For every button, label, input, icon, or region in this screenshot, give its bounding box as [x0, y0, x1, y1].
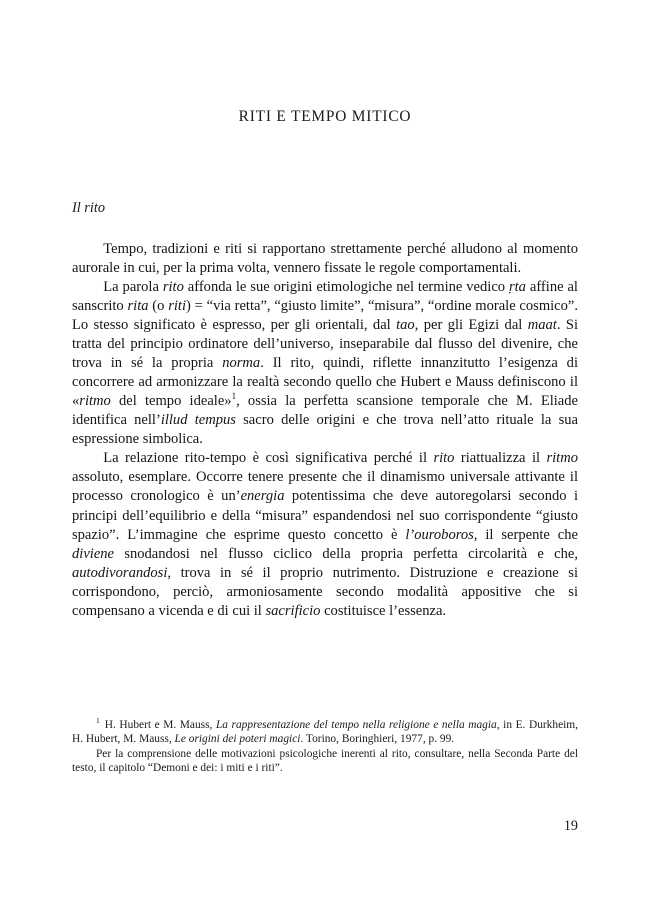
- paragraph-3: [72, 449, 578, 620]
- text-run: , per gli Egizi dal: [414, 317, 528, 334]
- text-run: . Torino, Boringhieri, 1977, p. 99.: [300, 733, 455, 746]
- italic-term: maat: [527, 317, 557, 334]
- text-run: riattualizza il: [454, 450, 547, 467]
- italic-term: ṛta: [508, 278, 526, 295]
- text-run: , trova in sé il proprio nutrimento. Distruzione e creazione si corrispondono, perciò, armoniosamente secondo modalità appositive che si compensano a vicenda e di cui il: [72, 564, 578, 619]
- chapter-title: RITI E TEMPO MITICO: [238, 108, 412, 125]
- italic-title: La rappresentazione del tempo nella religione e nella magia: [215, 719, 497, 731]
- italic-term: rito: [433, 450, 455, 467]
- italic-term: energia: [240, 488, 285, 505]
- text-run: La parola: [103, 278, 163, 295]
- text-run: La relazione rito-tempo è così significativa perché il: [103, 450, 434, 467]
- section-heading: Il rito: [72, 200, 105, 216]
- text-run: snodandosi nel flusso ciclico della propria perfetta circolarità e che,: [114, 545, 578, 562]
- text-run: affine al sanscrito: [72, 278, 578, 314]
- italic-term: tao: [396, 317, 415, 334]
- paragraph-1: [72, 240, 578, 278]
- italic-term: norma: [222, 355, 261, 372]
- text-run: . Il rito, quindi, riflette innanzitutto l’esigenza di concorrere ad armonizzare la realtà secondo quello che Hubert e Mauss definiscono il «: [72, 355, 578, 410]
- text-run: , il serpente che: [473, 526, 578, 543]
- italic-term: ritmo: [546, 450, 578, 467]
- text-run: assoluto, esemplare. Occorre tenere presente che il dinamismo universale attivante il processo cronologico è un’: [72, 469, 578, 505]
- text-run: . Si tratta del principio ordinatore dell’universo, inseparabile dal flusso del divenire, che trova in sé la propria: [72, 317, 578, 372]
- italic-term: rito: [162, 278, 184, 295]
- italic-term: illud tempus: [160, 412, 236, 429]
- page-number: 19: [563, 818, 578, 834]
- italic-term: diviene: [72, 545, 114, 562]
- text-run: potentissima che deve autoregolarsi secondo i principi dell’equilibrio e della “misura” espandendosi nel suo corrispondente “giusto spazio”. L’immagine che esprime questo concetto è: [72, 488, 579, 543]
- footnote-marker-1: 1: [95, 716, 100, 726]
- text-run: (o: [148, 298, 169, 314]
- footnote-2: [72, 747, 578, 776]
- italic-term: ritmo: [79, 393, 111, 410]
- footnote-1: [72, 718, 578, 747]
- footnote-area: [72, 718, 578, 776]
- text-block: [72, 200, 578, 621]
- text-run: ) = “via retta”, “giusto limite”, “misura”, “ordine morale cosmico”. Lo stesso significato è espresso, per gli orientali, dal: [72, 298, 578, 334]
- text-run: del tempo ideale»: [110, 393, 232, 410]
- italic-term: autodivorandosi: [72, 564, 168, 581]
- text-run: , ossia la perfetta scansione temporale che M. Eliade identifica nell’: [72, 393, 578, 429]
- paragraph-2: [72, 278, 578, 449]
- italic-title: Le origini dei poteri magici: [174, 733, 301, 746]
- italic-term: l’ouroboros: [405, 526, 474, 543]
- italic-term: rita: [127, 298, 149, 314]
- text-run: costituisce l’essenza.: [320, 602, 447, 619]
- italic-term: sacrificio: [265, 602, 321, 619]
- text-run: affonda le sue origini etimologiche nel termine vedico: [183, 278, 509, 295]
- paragraph-1-text: Tempo, tradizioni e riti si rapportano strettamente perché alludono al momento aurorale in cui, per la prima volta, vennero fissate le regole comportamentali.: [72, 240, 578, 276]
- footnote-reference-1[interactable]: 1: [231, 391, 237, 402]
- text-run: , in E. Durkheim, H. Hubert, M. Mauss,: [72, 719, 579, 746]
- text-run: sacro delle origini e che trova nell’atto rituale la sua espressione simbolica.: [72, 412, 578, 448]
- text-run: H. Hubert e M. Mauss,: [101, 719, 216, 731]
- italic-term: riti: [168, 298, 187, 314]
- text-run: Per la comprensione delle motivazioni psicologiche inerenti al rito, consultare, nella Seconda Parte del testo, il capitolo “Demoni e dei: i miti e i riti”.: [72, 748, 578, 775]
